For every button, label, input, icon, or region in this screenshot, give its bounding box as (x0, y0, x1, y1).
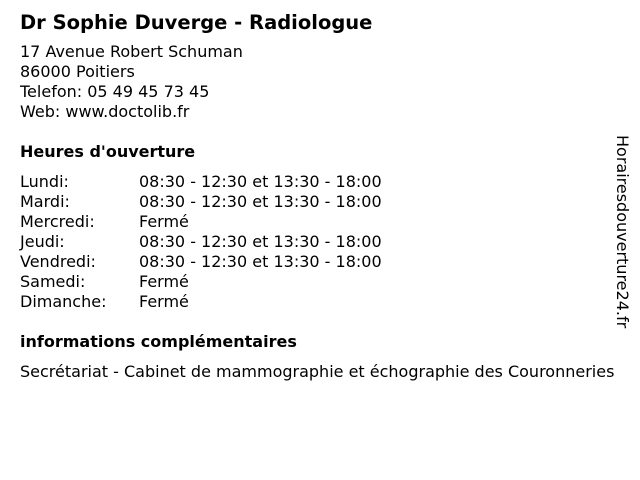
address-block (20, 42, 620, 122)
site-watermark: Horairesdouverture24.fr (613, 135, 632, 329)
website: Web: www.doctolib.fr (20, 102, 190, 121)
day-label: Lundi: (20, 172, 69, 191)
time-value: 08:30 - 12:30 et 13:30 - 18:00 (139, 172, 382, 191)
day-label: Dimanche: (20, 292, 107, 311)
day-label: Mardi: (20, 192, 70, 211)
hours-row-sunday (20, 292, 620, 312)
hours-row-thursday (20, 232, 620, 252)
page-title: Dr Sophie Duverge - Radiologue (20, 11, 373, 34)
hours-row-tuesday (20, 192, 620, 212)
hours-row-friday (20, 252, 620, 272)
time-value: Fermé (139, 292, 189, 311)
street-address: 17 Avenue Robert Schuman (20, 42, 243, 61)
time-value: Fermé (139, 272, 189, 291)
business-card (20, 9, 620, 382)
phone-number: Telefon: 05 49 45 73 45 (20, 82, 210, 101)
day-label: Vendredi: (20, 252, 96, 271)
day-label: Mercredi: (20, 212, 95, 231)
opening-hours-table (20, 172, 620, 312)
time-value: Fermé (139, 212, 189, 231)
city-postcode: 86000 Poitiers (20, 62, 135, 81)
time-value: 08:30 - 12:30 et 13:30 - 18:00 (139, 252, 382, 271)
hours-row-wednesday (20, 212, 620, 232)
hours-row-monday (20, 172, 620, 192)
additional-info-heading: informations complémentaires (20, 332, 297, 351)
day-label: Samedi: (20, 272, 86, 291)
hours-row-saturday (20, 272, 620, 292)
additional-info-text: Secrétariat - Cabinet de mammographie et échographie des Couronneries (20, 362, 615, 381)
time-value: 08:30 - 12:30 et 13:30 - 18:00 (139, 192, 382, 211)
day-label: Jeudi: (20, 232, 65, 251)
opening-hours-heading: Heures d'ouverture (20, 142, 196, 161)
time-value: 08:30 - 12:30 et 13:30 - 18:00 (139, 232, 382, 251)
